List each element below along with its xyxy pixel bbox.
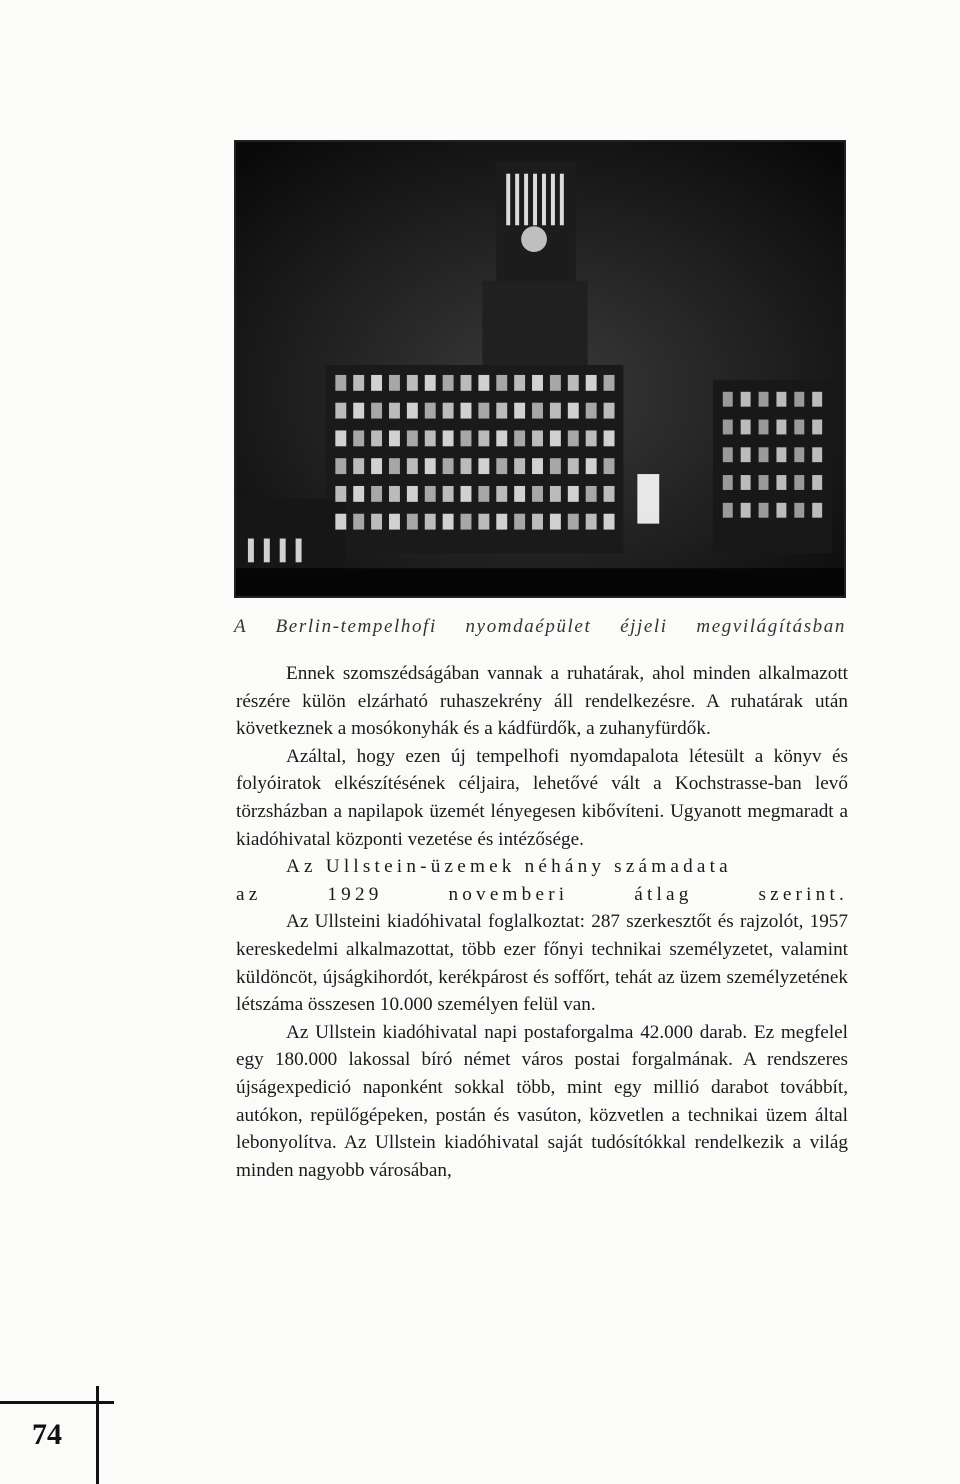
lit-window (586, 430, 597, 446)
lit-window (496, 430, 507, 446)
lit-window (443, 514, 454, 530)
lit-window (389, 375, 400, 391)
lit-window (514, 403, 525, 419)
lit-window (496, 486, 507, 502)
lit-window (353, 486, 364, 502)
paragraph: Azáltal, hogy ezen új tempelhofi nyomdapalota létesült a könyv és folyóiratok elkészítésének céljaira, lehetővé vált a Kochstrasse-ban levő törzsházban a napilapok üzemét lényegesen kibővíteni. Ugyanott megmaradt a kiadóhivatal központi vezetése és intézősége. (236, 745, 848, 850)
lit-window (514, 514, 525, 530)
lit-window (496, 514, 507, 530)
lit-window (532, 403, 543, 419)
lit-window (550, 403, 561, 419)
lit-window (407, 458, 418, 474)
paragraph: Ennek szomszédságában vannak a ruhatárak, ahol minden alkalmazott részére külön elzárható ruhaszekrény áll rendelkezésre. A ruhatárak után következnek a mosókonyhák és a kádfürdők, a zuhanyfürdők. (236, 663, 848, 740)
lit-window (524, 174, 528, 226)
lit-window (461, 514, 472, 530)
lit-window (759, 392, 769, 407)
lit-window (637, 474, 659, 524)
lit-window (407, 430, 418, 446)
lit-window (776, 475, 786, 490)
lit-window (550, 375, 561, 391)
lit-window (371, 375, 382, 391)
lit-window (496, 403, 507, 419)
lit-window (604, 403, 615, 419)
lit-window (371, 514, 382, 530)
lit-window (335, 514, 346, 530)
lit-window (812, 475, 822, 490)
lit-window (353, 514, 364, 530)
lit-window (478, 458, 489, 474)
photo-caption: A Berlin-tempelhofi nyomdaépület éjjeli megvilágításban (234, 616, 846, 637)
lit-window (478, 430, 489, 446)
lit-window (550, 486, 561, 502)
lit-window (335, 430, 346, 446)
lit-window (776, 447, 786, 462)
lit-window (389, 458, 400, 474)
lit-window (335, 458, 346, 474)
lit-window (776, 392, 786, 407)
lit-window (741, 447, 751, 462)
lit-window (776, 420, 786, 435)
lit-window (741, 420, 751, 435)
lit-window (425, 430, 436, 446)
lit-window (794, 420, 804, 435)
lit-window (604, 514, 615, 530)
lit-window (461, 375, 472, 391)
lit-window (723, 503, 733, 518)
lit-window (461, 486, 472, 502)
lit-window (389, 403, 400, 419)
lit-window (407, 486, 418, 502)
lit-window (478, 375, 489, 391)
lit-window (335, 486, 346, 502)
lit-window (568, 514, 579, 530)
lit-window (723, 447, 733, 462)
lit-window (794, 392, 804, 407)
lit-window (389, 486, 400, 502)
lit-window (353, 458, 364, 474)
lit-window (353, 403, 364, 419)
lit-window (741, 392, 751, 407)
lit-window (389, 430, 400, 446)
lit-window (794, 475, 804, 490)
lit-window (604, 375, 615, 391)
lit-window (425, 458, 436, 474)
lit-window (514, 458, 525, 474)
lit-window (515, 174, 519, 226)
lit-window (532, 486, 543, 502)
lit-window (443, 375, 454, 391)
lit-window (586, 403, 597, 419)
page-number: 74 (32, 1418, 62, 1451)
lit-window (514, 375, 525, 391)
paragraph: Az Ullsteini kiadóhivatal foglalkoztat: 287 szerkesztőt és rajzolót, 1957 kereskedelmi alkalmazottat, több ezer főnyi technikai személyzetet, valamint küldöncöt, újságkihordót, kerékpárost és soffőrt, tehát az üzem személyzetének létszáma összesen 10.000 személyen felül van. (236, 911, 848, 1016)
lit-window (568, 375, 579, 391)
lit-window (741, 475, 751, 490)
lit-window (353, 375, 364, 391)
lit-window (568, 403, 579, 419)
lit-window (532, 375, 543, 391)
lit-window (532, 514, 543, 530)
lit-window (759, 420, 769, 435)
lit-window (586, 458, 597, 474)
lit-window (604, 458, 615, 474)
lit-window (812, 447, 822, 462)
lit-window (723, 420, 733, 435)
lit-window (248, 539, 254, 563)
lit-window (794, 447, 804, 462)
lit-window (759, 475, 769, 490)
lit-window (542, 174, 546, 226)
lit-window (741, 503, 751, 518)
paragraph: Az Ullstein kiadóhivatal napi postaforgalma 42.000 darab. Ez megfelel egy 180.000 lakossal bíró német város postai forgalmának. A rendszeres újságexpedició naponként sokkal több, mint egy millió darabot továbbít, autókon, repülőgépeken, postán és vasúton, közvetlen a technikai üzem által lebonyolítva. Az Ullstein kiadóhivatal saját tudósítókkal rendelkezik a világ minden nagyobb városában, (236, 1021, 848, 1181)
lit-window (604, 486, 615, 502)
lit-window (532, 458, 543, 474)
lit-window (776, 503, 786, 518)
lit-window (443, 430, 454, 446)
section-heading-continued: az 1929 novemberi átlag szerint. (236, 883, 848, 905)
section-heading: Az Ullstein-üzemek néhány számadata (286, 856, 732, 878)
lit-window (425, 375, 436, 391)
lit-window (506, 174, 510, 226)
lit-window (723, 392, 733, 407)
lit-window (550, 514, 561, 530)
lit-window (759, 503, 769, 518)
lit-window (532, 430, 543, 446)
lit-window (443, 458, 454, 474)
lit-window (550, 458, 561, 474)
lit-window (812, 503, 822, 518)
lit-window (478, 514, 489, 530)
lit-window (478, 403, 489, 419)
lit-window (264, 539, 270, 563)
lit-window (407, 375, 418, 391)
lit-window (371, 430, 382, 446)
lit-window (353, 430, 364, 446)
lit-window (514, 486, 525, 502)
building-illustration (236, 142, 844, 596)
lit-window (425, 486, 436, 502)
lit-window (586, 514, 597, 530)
lit-window (335, 403, 346, 419)
lit-window (496, 375, 507, 391)
lit-window (443, 486, 454, 502)
lit-window (550, 430, 561, 446)
lit-window (335, 375, 346, 391)
lit-window (568, 430, 579, 446)
lit-window (560, 174, 564, 226)
lit-window (604, 430, 615, 446)
lit-window (371, 403, 382, 419)
lit-window (514, 430, 525, 446)
lit-window (759, 447, 769, 462)
lit-window (425, 403, 436, 419)
lit-window (568, 486, 579, 502)
lit-window (296, 539, 302, 563)
lit-window (533, 174, 537, 226)
lit-window (478, 486, 489, 502)
night-building-photo (234, 140, 846, 598)
lit-window (389, 514, 400, 530)
body-text (236, 660, 848, 1184)
lit-window (461, 458, 472, 474)
lit-window (461, 403, 472, 419)
lit-window (794, 503, 804, 518)
lit-window (496, 458, 507, 474)
lit-window (568, 458, 579, 474)
lit-window (551, 174, 555, 226)
corner-rule-vertical (96, 1386, 99, 1484)
lit-window (407, 403, 418, 419)
lit-window (443, 403, 454, 419)
lit-window (586, 375, 597, 391)
lit-window (425, 514, 436, 530)
lit-window (812, 392, 822, 407)
lit-window (280, 539, 286, 563)
lit-window (461, 430, 472, 446)
lit-window (407, 514, 418, 530)
lit-window (371, 458, 382, 474)
lit-window (371, 486, 382, 502)
lit-window (586, 486, 597, 502)
lit-window (812, 420, 822, 435)
lit-window (723, 475, 733, 490)
